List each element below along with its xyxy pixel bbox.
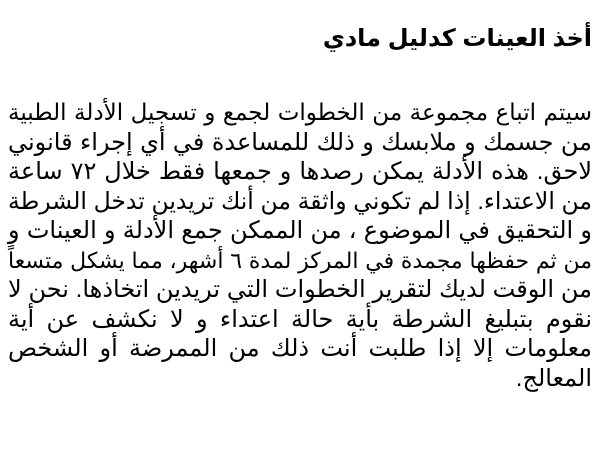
body-line-9: معلومات إلا إذا طلبت أنت ذلك من الممرضة أو الشخص [8, 335, 592, 362]
body-line-6: من ثم حفظها مجمدة في المركز لمدة ٦ أشهر، مما يشكل متسعاً [8, 247, 592, 273]
body-line-7: من الوقت لديك لتقرير الخطوات التي تريدين اتخاذها. نحن لا [8, 276, 592, 303]
body-line-5: و التحقيق في الموضوع ، من الممكن جمع الأدلة و العينات و [8, 217, 592, 244]
document-body [8, 98, 592, 393]
body-line-8: نقوم بتبليغ الشرطة بأية حالة اعتداء و لا نكشف عن أية [8, 305, 592, 333]
body-line-4: من الاعتداء. إذا لم تكوني واثقة من أنك تريدين تدخل الشرطة [8, 187, 592, 214]
body-line-1: سيتم اتباع مجموعة من الخطوات لجمع و تسجيل الأدلة الطبية [8, 99, 592, 125]
body-line-10: المعالج. [515, 364, 592, 392]
document-title: أخذ العينات كدليل مادي [322, 25, 592, 52]
body-line-3: لاحق. هذه الأدلة يمكن رصدها و جمعها فقط خلال ٧٢ ساعة [8, 158, 592, 185]
body-line-2: من جسمك و ملابسك و ذلك للمساعدة في أي إجراء قانوني [8, 128, 592, 156]
